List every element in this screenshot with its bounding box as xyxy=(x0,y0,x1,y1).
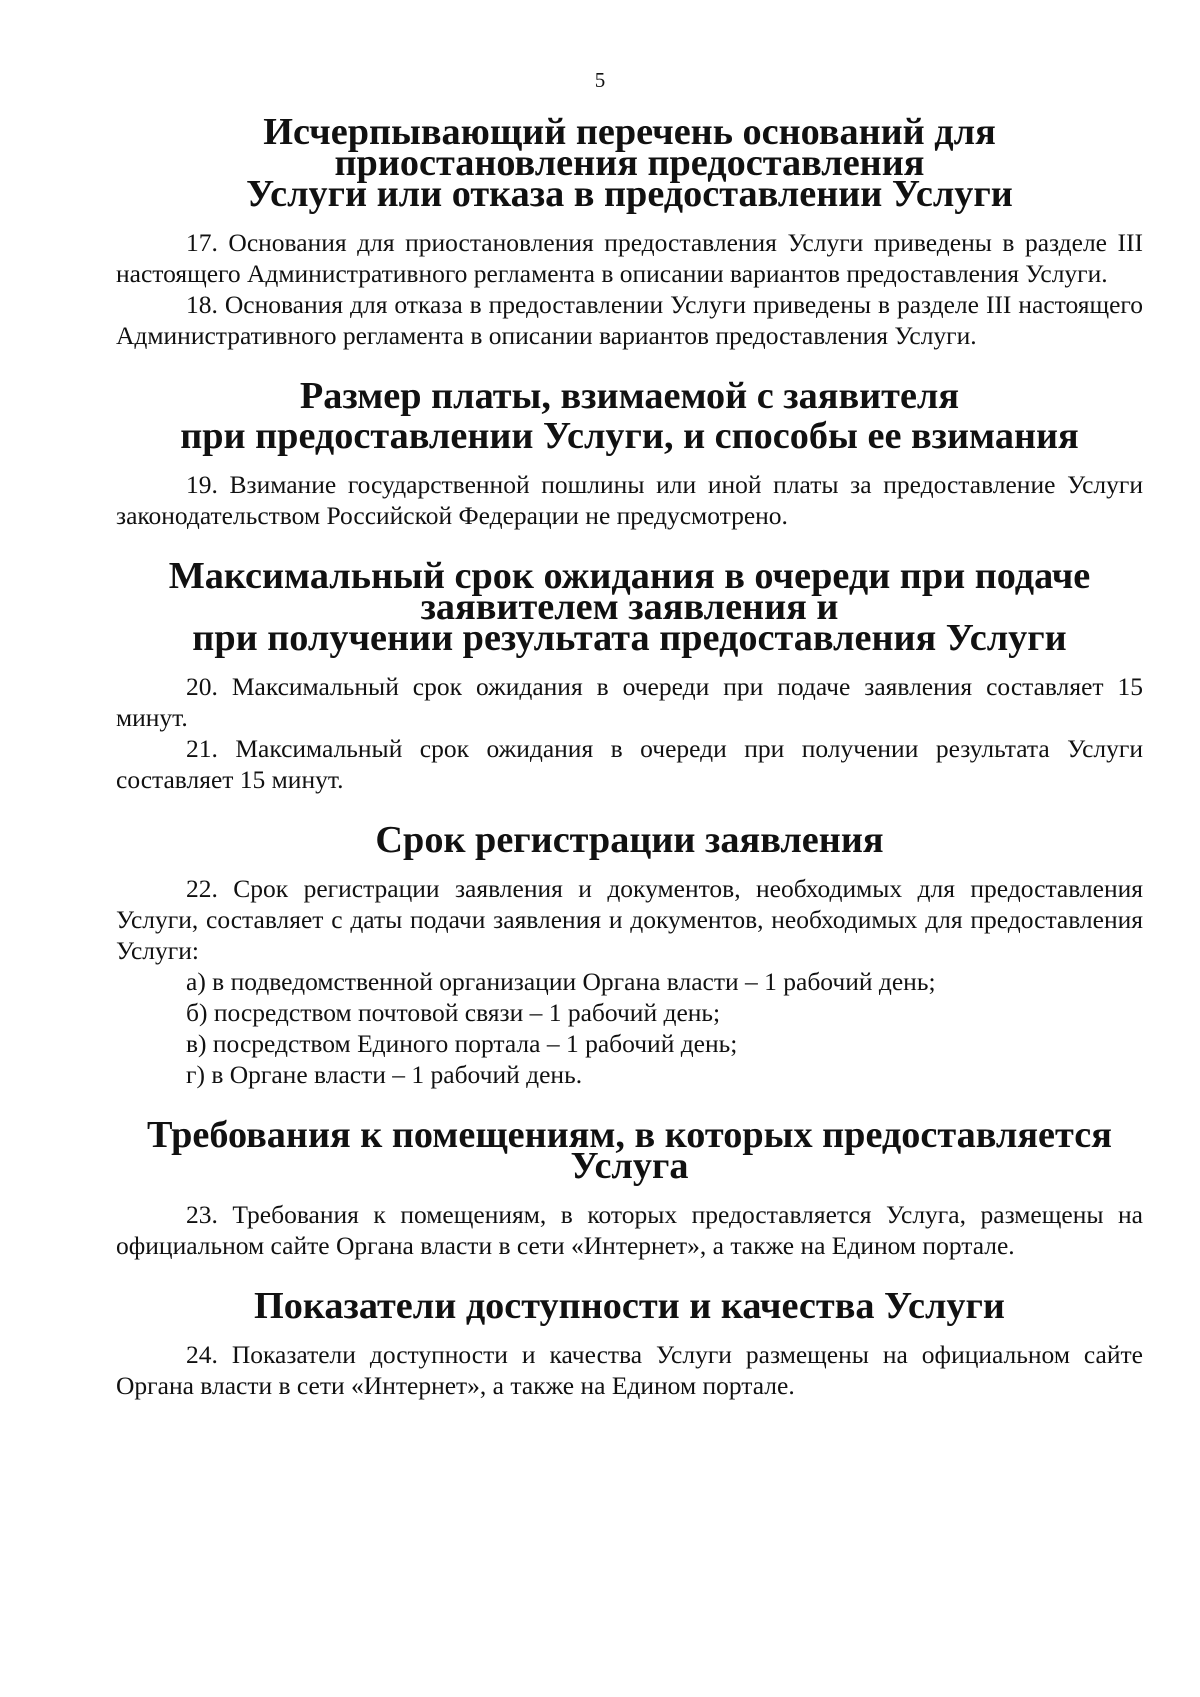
heading-line: Показатели доступности и качества Услуги xyxy=(254,1285,1005,1327)
section-queue-time xyxy=(116,555,1143,795)
paragraph-19: 19. Взимание государственной пошлины или иной платы за предоставление Услуги законодательством Российской Федерации не предусмотрено. xyxy=(116,470,1143,530)
list-item: в) посредством Единого портала – 1 рабочий день; xyxy=(186,1029,738,1058)
section-heading xyxy=(116,819,1143,861)
list-item: г) в Органе власти – 1 рабочий день. xyxy=(186,1060,583,1089)
heading-line: Требования к помещениям, в которых предоставляется Услуга xyxy=(147,1114,1112,1187)
list-item: б) посредством почтовой связи – 1 рабочий день; xyxy=(186,998,721,1027)
list-item: а) в подведомственной организации Органа власти – 1 рабочий день; xyxy=(186,967,936,996)
paragraph-24: 24. Показатели доступности и качества Услуги размещены на официальном сайте Органа власти в сети «Интернет», а также на Едином портале. xyxy=(116,1340,1143,1400)
paragraph-18: 18. Основания для отказа в предоставлении Услуги приведены в разделе III настоящего Административного регламента в описании вариантов предоставления Услуги. xyxy=(116,290,1143,350)
section-fee xyxy=(116,375,1143,531)
section-heading xyxy=(116,375,1143,457)
section-quality-indicators xyxy=(116,1285,1143,1401)
heading-line: Максимальный срок ожидания в очереди при подаче заявителем заявления и xyxy=(168,555,1091,628)
page-number: 5 xyxy=(594,68,606,92)
heading-line: при предоставлении Услуги, и способы ее взимания xyxy=(180,415,1079,457)
heading-line: Исчерпывающий перечень оснований для приостановления предоставления xyxy=(263,111,996,184)
section-registration-term xyxy=(116,819,1143,1090)
document-body xyxy=(116,111,1143,1401)
heading-line: при получении результата предоставления Услуги xyxy=(192,617,1067,659)
section-heading xyxy=(116,1285,1143,1327)
heading-line: Размер платы, взимаемой с заявителя xyxy=(299,375,960,417)
heading-line: Срок регистрации заявления xyxy=(375,819,884,861)
section-suspension-grounds xyxy=(116,111,1143,351)
section-heading xyxy=(116,555,1143,659)
section-heading xyxy=(116,1114,1143,1187)
paragraph-21: 21. Максимальный срок ожидания в очереди при получении результата Услуги составляет 15 минут. xyxy=(116,734,1143,794)
paragraph-17: 17. Основания для приостановления предоставления Услуги приведены в разделе III настоящего Административного регламента в описании вариантов предоставления Услуги. xyxy=(116,228,1143,288)
section-premises-requirements xyxy=(116,1114,1143,1261)
heading-line: Услуги или отказа в предоставлении Услуги xyxy=(246,173,1013,215)
paragraph-23: 23. Требования к помещениям, в которых предоставляется Услуга, размещены на официальном сайте Органа власти в сети «Интернет», а также на Едином портале. xyxy=(116,1200,1143,1260)
paragraph-22: 22. Срок регистрации заявления и документов, необходимых для предоставления Услуги, составляет с даты подачи заявления и документов, необходимых для предоставления Услуги: xyxy=(116,874,1143,965)
paragraph-20: 20. Максимальный срок ожидания в очереди при подаче заявления составляет 15 минут. xyxy=(116,672,1143,732)
section-heading xyxy=(116,111,1143,215)
